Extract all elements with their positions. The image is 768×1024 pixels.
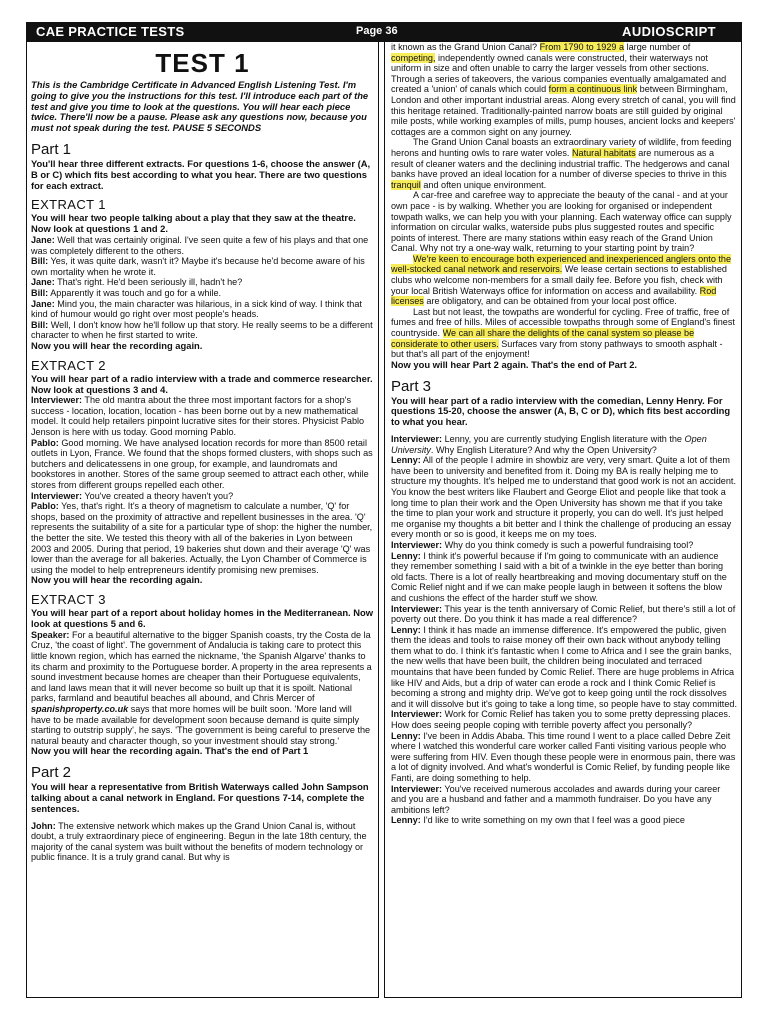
university-name: Open University [391,434,707,455]
part1-heading: Part 1 [31,140,72,158]
canal-paragraph-wildlife [391,137,737,190]
part2-instructions: You will hear a representative from British Waterways called John Sampson talking about a canal network in England. For questions 7-14, complete the sentences. [31,781,369,814]
part2-heading: Part 2 [31,764,72,782]
dialogue-text: Good morning. We have analysed location records for more than 8500 retail outlets in Lyon, France. We found that the shops formed clusters, with shops such as butchers and delicatessens in one group, for example, and laundromats and bookstores in another. Stores of the same group seemed to attract each other, while stores from different groups repelled each other. [31,437,373,491]
extract2-heading: EXTRACT 2 [31,357,106,373]
dialogue-text: Work for Comic Relief has taken you to some pretty depressing places. How does seeing people coping with terrible poverty affect you personally? [391,709,731,731]
dialogue-text: I think it's powerful because if I'm going to communicate with an audience they remember something I said with a bit of a twinkle in the eye better than boring old facts. There is a lot of really heartbreaking and moving documentary stuff on the Comic Relief night and if we can make people laugh in between it softens the blow and cushions the effect of the harder stuff we show. [391,550,727,603]
speaker-label: Lenny: [391,730,421,741]
dialogue-text: You've received numerous accolades and awards during your career and you are a husband and father and a mammoth fundraiser. Do you have any ambitions left? [391,783,721,815]
part2-closing: Now you will hear Part 2 again. That's the end of Part 2. [391,358,638,370]
dialogue-line [31,235,374,256]
speaker-label: Interviewer: [31,490,83,501]
dialogue-text: The old mantra about the three most important factors for a shop's success - location, location, location - has been borne out by a new mathematical model. It could help retailers pinpoint lucrative sites for their stores. Physicist Pablo Jenson is here with us today. Good morning Pablo. [31,395,365,438]
paragraph-text: between Birmingham, London and other important industrial areas. Along every stretch of canal, you will find this heritage retained. Traditionally-painted narrow boats are still guided by original mile posts, while working examples of mills, pump houses, ancient locks and keepers' cottages are a common sight on any journey. [391,84,736,137]
part3-instructions: You will hear part of a radio interview with the comedian, Lenny Henry. For questions 15-20, choose the answer (A, B, C or D), which fits best according to what you hear. [391,394,731,428]
highlighted-text: We can all share the delights of the canal system so please be considerate to other users. [391,328,695,349]
dialogue-text: Apparently it was touch and go for a while. [48,287,222,298]
paragraph-text: are obligatory, and can be obtained from your local post office. [423,296,677,307]
dialogue-line [31,320,374,341]
dialogue-line [31,821,374,863]
speaker-label: Bill: [31,256,49,267]
paragraph-text: independently owned canals were constructed, their waterways not uniform in size and often unable to carry the larger vessels from other sections. Through a series of takeovers, the various companies eventually amalgamated and created a 'union' of canals which could [391,52,727,95]
dialogue-line [391,731,737,784]
canal-paragraph-walking [391,190,737,254]
canal-paragraph-angling [391,254,737,307]
paragraph-text: are numerous as a result of cleaner waters and the declining industrial traffic. The hedgerows and canal banks have proved an ideal location for a number of diverse species to thrive in this [391,147,730,180]
speaker-label: Jane: [31,277,55,288]
highlighted-text: tranquil [391,179,421,190]
dialogue-text: . Why English Literature? And why the Open University? [430,444,657,455]
speaker-label: Jane: [31,298,55,309]
highlighted-text: Rod licenses [391,285,717,307]
speaker-label: Interviewer: [391,709,443,720]
dialogue-text: I'd like to write something on my own that I feel was a good piece [420,815,685,826]
dialogue-line [31,501,374,575]
dialogue-text: Lenny, you are currently studying English literature with the [442,434,685,444]
dialogue-text: All of the people I admire in showbiz are very, very smart. Quite a lot of them have been to university and benefited from it. Doing my BA is really helping me to structure my thoughts. It's helped me to understand that good work is not an accident. You know the best writers like Flaubert and George Eliot and people like that took a long time to plan their work and the Open University has shown me that if you take the time to plan your work and structure it properly, you can do well. It's just helped me organise my thoughts a bit better and I think the challenge of producing an essay every month or so is good, it keeps me on my toes. [391,455,736,540]
part1-instructions: You'll hear three different extracts. For questions 1-6, choose the answer (A, B or C) which fits best according to what you hear. There are two questions for each extract. [31,157,371,191]
speaker-label: Pablo: [31,501,59,512]
paragraph-text: large number of [624,42,691,52]
part3-heading: Part 3 [391,377,432,395]
extract3-heading: EXTRACT 3 [31,592,106,608]
extract3-closing: Now you will hear the recording again. That's the end of Part 1 [31,745,309,757]
test-title: TEST 1 [155,48,250,78]
speaker-label: Lenny: [391,624,421,635]
dialogue-text: The extensive network which makes up the Grand Union Canal is, without doubt, a truly extraordinary piece of engineering. Begun in the late 18th century, the majority of the canal system was built without the benefits of modern technology or public finance. It is a truly grand canal. But why is [31,820,367,863]
header-page-number: Page 36 [356,25,398,37]
dialogue-line [391,815,737,826]
highlighted-text: form a continuous link [548,84,638,95]
dialogue-line [31,630,374,747]
speaker-label: Jane: [31,234,55,245]
dialogue-line [391,625,737,710]
paragraph-text: A car-free and carefree way to appreciate the beauty of the canal - and at your own pace - is by walking. Whether you are looking for organised or independent towpath walks, we can help you with your planning. Each waterway office can supply information on circular walks, waterside pubs plus suggested routes and specific points of interest. There are many stations within easy reach of the Grand Union Canal. Why not try a one-way walk, returning to your starting point by train? [391,190,732,254]
paragraph-text: The Grand Union Canal boasts an extraordinary variety of wildlife, from feeding herons and hunting owls to rare water voles. [391,137,732,158]
speaker-label: John: [31,820,56,831]
dialogue-text: You've created a theory haven't you? [82,490,234,501]
dialogue-line [391,784,737,816]
column-divider [378,42,379,998]
extract3-instructions: You will hear part of a report about holiday homes in the Mediterranean. Now look at questions 5 and 6. [31,607,374,629]
header-section-title: AUDIOSCRIPT [622,24,716,39]
speaker-label: Interviewer: [391,783,443,794]
website-name: spanishproperty.co.uk [31,703,129,714]
highlighted-text: Natural habitats [571,147,636,158]
paragraph-text: it known as the Grand Union Canal? [391,42,540,52]
paragraph-text: and often unique environment. [420,179,547,190]
paragraph-text: Surfaces vary from stony pathways to smooth asphalt - but that's all part of the enjoyment! [391,338,723,360]
left-column [26,42,378,998]
speaker-label: Lenny: [391,455,421,466]
dialogue-text: I think it has made an immense difference. It's empowered the public, given them the ideas and tools to raise money off their own back without anybody telling them what to do. I think it's fantastic when I come to Africa and I see the grain banks, the new wells that have been built, the children being inoculated and terraced mountains that have been funded by Comic Relief. There are huge problems in Africa like HIV and Aids, but a drip of water can erode a rock and I think Comic Relief is becoming a strong and mighty drip. We've got to keep going until the rock dissolves and it will dissolve but it's going to take a long time, so people have to stay committed. [391,624,737,709]
dialogue-line [31,299,374,320]
dialogue-line [31,438,374,491]
extract2-instructions: You will hear part of a radio interview with a trade and commerce researcher. Now look at questions 3 and 4. [31,372,373,395]
extract1-instructions: You will hear two people talking about a play that they saw at the theatre. Now look at questions 1 and 2. [31,212,356,235]
dialogue-text: Why do you think comedy is such a powerful fundraising tool? [442,539,694,550]
speaker-label: Speaker: [31,629,70,640]
speaker-label: Lenny: [391,550,421,561]
dialogue-text: For a beautiful alternative to the bigger Spanish coasts, try the Costa de la Cruz, 'the coast of light'. The government of Andalucia is taking care to protect this little known region, which has earned the nickname, 'the Spanish Algarve' thanks to its charm and proximity to the Portuguese border. A property in the area represents a sound investment because homes are cheaper than their Portuguese equivalents, and land laws mean that it will never become so built up that it is spoilt. National parks, farmland and beautiful beaches all abound, and Chris Mercer of [31,629,372,704]
dialogue-line [31,491,374,502]
paragraph-text: Last but not least, the towpaths are wonderful for cycling. Free of traffic, free of fumes and free of hills. Miles of accessible towpaths through some of England's finest countryside. [391,306,735,339]
dialogue-text: Yes, that's right. It's a theory of magnetism to calculate a number, 'Q' for shops, based on the proximity of attractive and repellent businesses in the area. 'Q' represents the suitability of a site for a particular type of shop: the higher the number, the better the site. We tested this theory with all of the bakeries in Lyon between 2003 and 2005. During that period, 19 bakeries shut down and their average 'Q' was lower than the average for all bakeries. Actually, the Lyon Chamber of Commerce is using the model to help entrepreneurs identify promising new premises. [31,501,373,575]
speaker-label: Pablo: [31,437,59,448]
highlighted-text: We're keen to encourage both experienced and inexperienced anglers onto the well-stocked canal network and reservoirs. [391,253,732,275]
extract2-closing: Now you will hear the recording again. [31,574,203,586]
dialogue-text: Well that was certainly original. I've seen quite a few of his plays and that one was completely different to the others. [31,234,369,256]
canal-paragraph-cycling [391,307,737,360]
speaker-label: Bill: [31,319,49,330]
right-column [384,42,742,998]
dialogue-line [31,256,374,277]
dialogue-text: I've been in Addis Ababa. This time round I went to a place called Debre Zeit where I watched this wonderful care worker called Fanti visiting various people who were suffering from HIV. Even though these people were in enormous pain, there was a lot of dignity involved. And what's wonderful is Comic Relief, by funding people like Fanti, are doing something to help. [391,730,736,783]
dialogue-text: Well, I don't know how he'll follow up that story. He really seems to be a different character to when he first started to write. [31,319,373,341]
dialogue-text: says that more homes will be built soon. 'More land will have to be made available for development soon because demand is quite simply starting to outstrip supply', he says. 'The government is being careful to preserve the natural beauty and character though, so your investment should stay strong.' [31,703,371,746]
page-header [26,22,742,42]
highlighted-text: competing, [391,52,436,63]
dialogue-text: This year is the tenth anniversary of Comic Relief, but there's still a lot of poverty out there. Do you think it has made a real difference? [391,603,736,625]
header-book-title: CAE PRACTICE TESTS [36,24,185,39]
test-intro: This is the Cambridge Certificate in Advanced English Listening Test. I'm going to give you the instructions for this test. I'll introduce each part of the test and give you time to look at the questions. You will hear each piece twice. There'll now be a pause. Please ask any questions now, because you must not speak during the test. PAUSE 5 SECONDS [31,79,369,134]
dialogue-line [391,455,737,540]
dialogue-line [391,434,737,455]
dialogue-line [31,288,374,299]
speaker-label: Bill: [31,287,49,298]
dialogue-line [391,551,737,604]
speaker-label: Interviewer: [391,434,443,444]
dialogue-line [391,709,737,730]
dialogue-line [31,277,374,288]
dialogue-text: That's right. He'd been seriously ill, hadn't he? [54,277,243,288]
extract1-heading: EXTRACT 1 [31,197,106,213]
speaker-label: Interviewer: [31,395,83,406]
dialogue-line [31,395,374,437]
highlighted-text: From 1790 to 1929 a [539,42,625,52]
speaker-label: Lenny: [391,815,421,826]
dialogue-text: Yes, it was quite dark, wasn't it? Maybe it's because he'd become aware of his own mortality when he wrote it. [31,256,365,277]
paragraph-text: We lease certain sections to established clubs who welcome non-members for a small daily fee. Before you fish, check with your local British Waterways office for information on access and availability. [391,264,727,296]
speaker-label: Interviewer: [391,603,443,614]
speaker-label: Interviewer: [391,539,443,550]
audioscript-page [26,22,742,998]
canal-paragraph-history [391,42,737,137]
dialogue-text: Mind you, the main character was hilarious, in a sick kind of way. I think that kind of humour would go right over most people's heads. [31,298,362,320]
dialogue-line [391,604,737,625]
extract1-closing: Now you will hear the recording again. [31,339,203,351]
dialogue-line [391,540,737,551]
